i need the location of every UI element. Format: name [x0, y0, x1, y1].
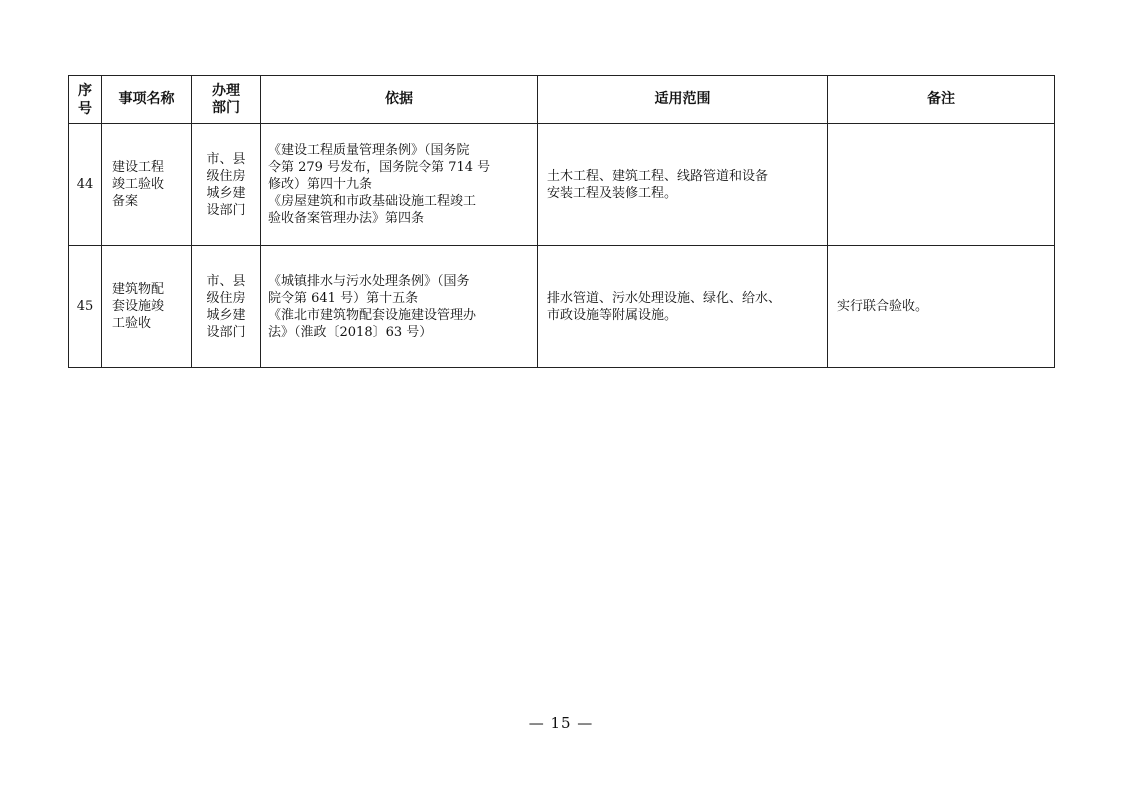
text-line: 城乡建: [206, 307, 246, 323]
header-basis: 依据: [261, 76, 538, 124]
header-no-line: 号: [78, 100, 92, 117]
text-line: 土木工程、建筑工程、线路管道和设备: [547, 168, 769, 184]
text-line: 级住房: [206, 290, 246, 306]
page-number: — 15 —: [528, 714, 594, 732]
header-scope: 适用范围: [538, 76, 828, 124]
header-no-line: 序: [78, 82, 92, 99]
text-line: 法》（淮政〔2018〕63 号）: [268, 324, 433, 340]
cell-no: 44: [69, 124, 102, 246]
text-line: 验收备案管理办法》第四条: [268, 211, 425, 226]
text-line: 安装工程及装修工程。: [547, 185, 678, 201]
cell-item-name: [102, 246, 192, 368]
cell-basis: [261, 246, 538, 368]
text-line: 建设工程: [112, 160, 165, 175]
header-department-line: 办理: [212, 82, 240, 99]
header-department-line: 部门: [212, 99, 240, 116]
regulation-table: [68, 75, 1055, 368]
text-line: 级住房: [206, 168, 246, 184]
text-line: 《城镇排水与污水处理条例》（国务: [268, 273, 470, 289]
text-line: 市、县: [206, 151, 246, 167]
text-line: 院令第 641 号）第十五条: [268, 290, 419, 306]
text-line: 工验收: [112, 316, 152, 331]
cell-remark: [828, 124, 1055, 246]
table-row: [69, 246, 1055, 368]
text-line: 备案: [112, 194, 139, 209]
text-line: 令第 279 号发布，国务院令第 714 号: [268, 160, 491, 175]
text-line: 修改）第四十九条: [268, 177, 373, 192]
header-remark: 备注: [828, 76, 1055, 124]
header-row: [69, 76, 1055, 124]
text-line: 设部门: [206, 202, 246, 218]
header-no: [69, 76, 102, 124]
text-line: 《房屋建筑和市政基础设施工程竣工: [268, 194, 477, 209]
text-line: 设部门: [206, 324, 246, 340]
text-line: 竣工验收: [112, 177, 165, 192]
cell-remark: 实行联合验收。: [828, 246, 1055, 368]
text-line: 《淮北市建筑物配套设施建设管理办: [268, 307, 477, 323]
text-line: 建筑物配: [112, 282, 165, 297]
text-line: 市政设施等附属设施。: [547, 307, 678, 323]
cell-basis: [261, 124, 538, 246]
text-line: 《建设工程质量管理条例》（国务院: [268, 143, 470, 158]
cell-no: 45: [69, 246, 102, 368]
header-department: [192, 76, 261, 124]
cell-scope: [538, 124, 828, 246]
cell-item-name: [102, 124, 192, 246]
cell-department: [192, 124, 261, 246]
text-line: 城乡建: [206, 185, 246, 201]
text-line: 套设施竣: [112, 299, 165, 314]
cell-scope: [538, 246, 828, 368]
text-line: 市、县: [206, 273, 246, 289]
text-line: 排水管道、污水处理设施、绿化、给水、: [547, 290, 782, 306]
header-item-name: 事项名称: [102, 76, 192, 124]
cell-department: [192, 246, 261, 368]
table-header: [69, 76, 1055, 124]
table-row: [69, 124, 1055, 246]
